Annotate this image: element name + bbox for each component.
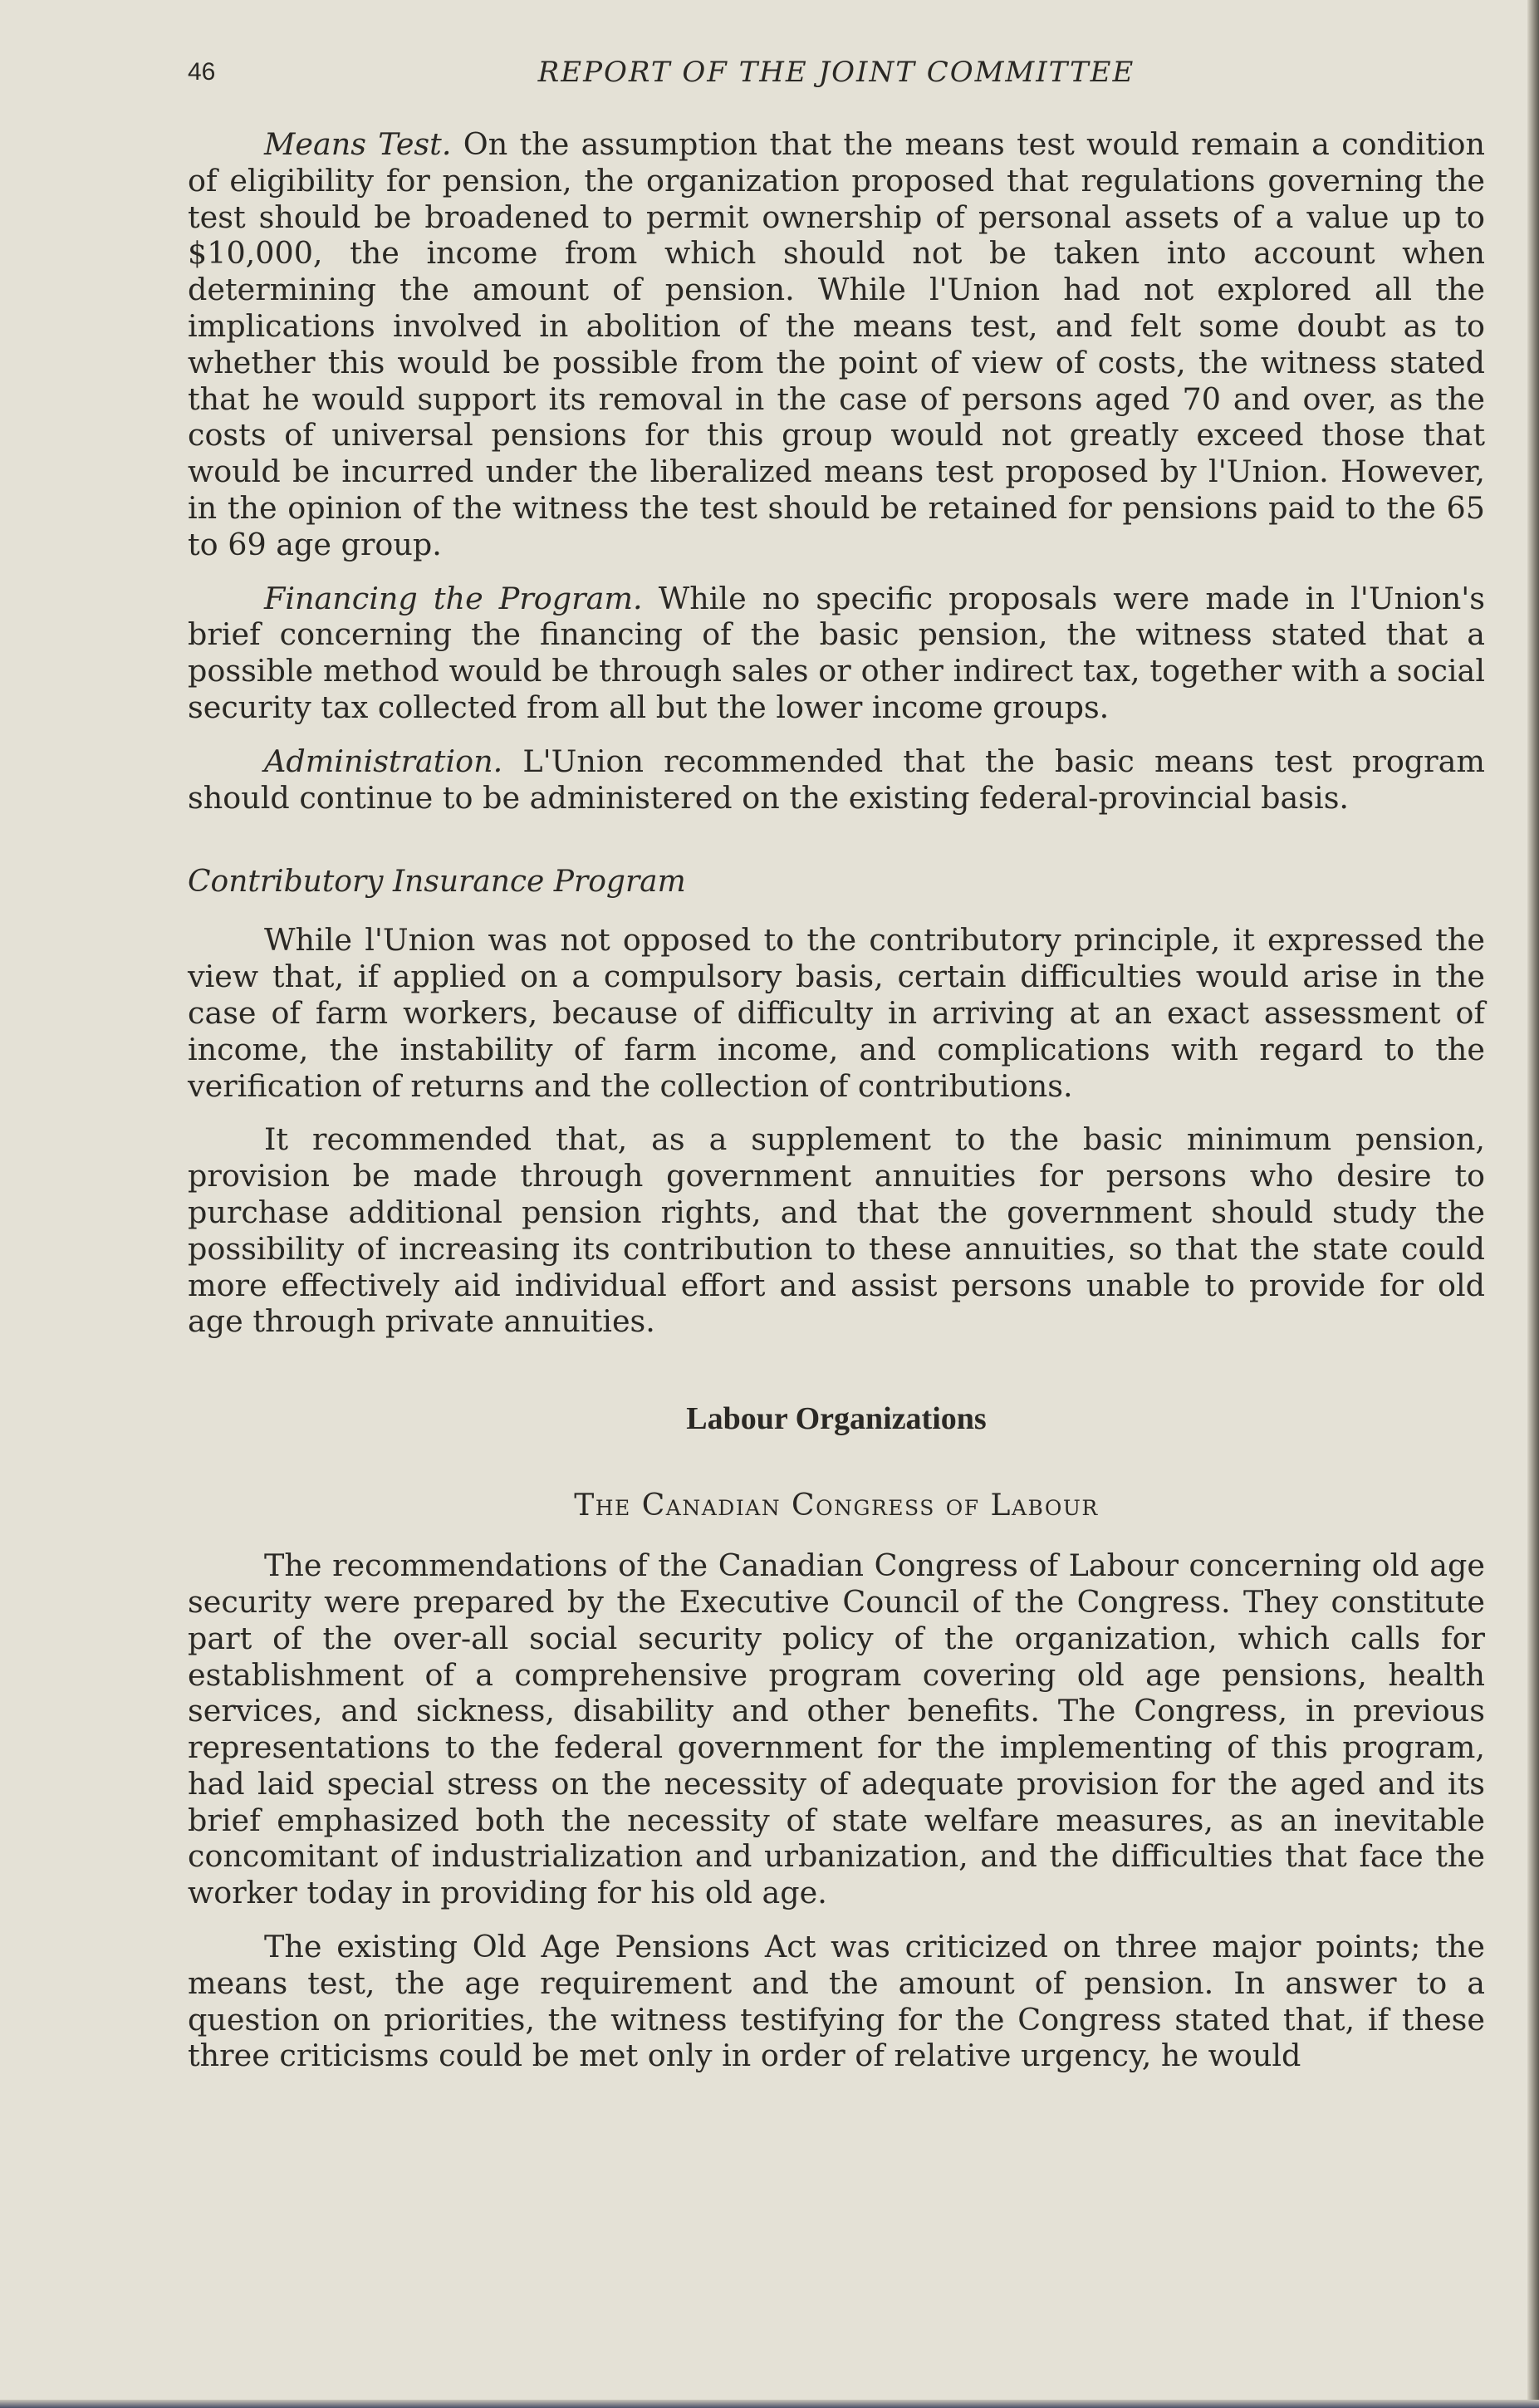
paragraph-text: L'Union recommended that the basic means test program should continue to be administered on the existing federal-provincial basis. <box>188 743 1485 816</box>
section-heading-labour-organizations: Labour Organizations <box>686 1401 987 1437</box>
paragraph-text: While no specific proposals were made in l'Union's brief concerning the financing of the basic pension, the witness stated that a possible method would be through sales or other indirect tax, together with a social security tax collected from all but the lower income groups. <box>188 580 1486 725</box>
running-head: REPORT OF THE JOINT COMMITTEE <box>537 56 1135 89</box>
page-bottom-edge <box>0 2400 1539 2408</box>
subheading-canadian-congress-of-labour: The Canadian Congress of Labour <box>574 1488 1099 1523</box>
page-edge-shadow <box>1527 0 1539 2408</box>
run-in-heading-administration: Administration. <box>264 743 503 779</box>
paragraph-means-test <box>188 126 1485 563</box>
page-number: 46 <box>188 58 216 86</box>
paragraph-contributory-1: While l'Union was not opposed to the contributory principle, it expressed the view that, if applied on a compulsory basis, certain difficulties would arise in the case of farm workers, because of difficulty in arriving at an exact assessment of income, the instability of farm income, and complications with regard to the verification of returns and the collection of contributions. <box>188 922 1485 1104</box>
paragraph-labour-1: The recommendations of the Canadian Congress of Labour concerning old age security were prepared by the Executive Council of the Congress. They constitute part of the over-all social security policy of the organization, which calls for establishment of a comprehensive program covering old age pensions, health services, and sickness, disability and other benefits. The Congress, in previous representations to the federal government for the implementing of this program, had laid special stress on the necessity of adequate provision for the aged and its brief emphasized both the necessity of state welfare measures, as an inevitable concomitant of industrialization and urbanization, and the difficulties that face the worker today in providing for his old age. <box>188 1547 1485 1911</box>
paragraph-contributory-2: It recommended that, as a supplement to the basic minimum pension, provision be made through government annuities for persons who desire to purchase additional pension rights, and that the government should study the possibility of increasing its contribution to these annuities, so that the state could more effectively aid individual effort and assist persons unable to provide for old age through private annuities. <box>188 1121 1485 1340</box>
run-in-heading-means-test: Means Test. <box>264 126 452 162</box>
paragraph-text: On the assumption that the means test would remain a condition of eligibility for pension, the organization proposed that regulations governing the test should be broadened to permit ownership of personal assets of a value up to $10,000, the income from which should not be taken into account when determining the amount of pension. While l'Union had not explored all the implications involved in abolition of the means test, and felt some doubt as to whether this would be possible from the point of view of costs, the witness stated that he would support its removal in the case of persons aged 70 and over, as the costs of universal pensions for this group would not greatly exceed those that would be incurred under the liberalized means test proposed by l'Union. However, in the opinion of the witness the test should be retained for pensions paid to the 65 to 69 age group. <box>188 126 1485 562</box>
run-in-heading-financing: Financing the Program. <box>264 580 643 616</box>
paragraph-labour-2: The existing Old Age Pensions Act was criticized on three major points; the means test, the age requirement and the amount of pension. In answer to a question on priorities, the witness testifying for the Congress stated that, if these three criticisms could be met only in order of relative urgency, he would <box>188 1929 1485 2074</box>
page-body <box>188 126 1485 2092</box>
page-header <box>188 51 1485 93</box>
paragraph-financing <box>188 581 1485 726</box>
paragraph-administration <box>188 743 1485 817</box>
subheading-contributory-insurance: Contributory Insurance Program <box>188 865 686 900</box>
